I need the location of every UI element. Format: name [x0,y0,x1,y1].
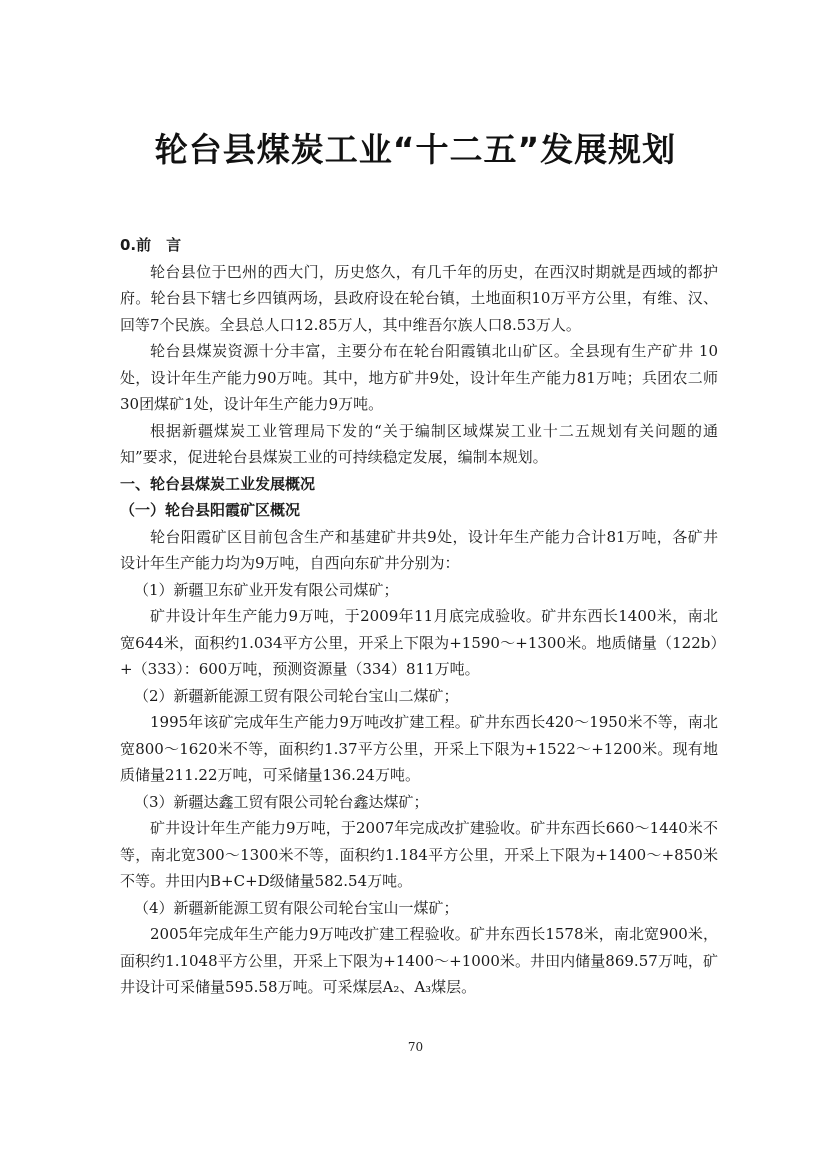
section-1-heading: （一）轮台县阳霞矿区概况 [120,501,301,519]
preface-paragraph-2: 轮台县煤炭资源十分丰富，主要分布在轮台阳霞镇北山矿区。全县现有生产矿井 10处，设计年生产能力90万吨。其中，地方矿井9处，设计年生产能力81万吨；兵团农二师30团煤矿1处，设计年生产能力9万吨。 [120,342,718,413]
section-1-intro: 轮台阳霞矿区目前包含生产和基建矿井共9处，设计年生产能力合计81万吨，各矿井设计年生产能力均为9万吨，自西向东矿井分别为： [120,527,718,572]
mine-4-description: 2005年完成年生产能力9万吨改扩建工程验收。矿井东西长1578米，南北宽900米，面积约1.1048平方公里，开采上下限为+1400～+1000米。井田内储量869.57万吨，矿井设计可采储量595.58万吨。可采煤层A₂、A₃煤层。 [120,925,718,996]
preface-heading: 0.前 言 [120,236,182,254]
document-body [120,232,718,1001]
mine-4-name: （4）新疆新能源工贸有限公司轮台宝山一煤矿； [134,898,459,917]
mine-3-description: 矿井设计年生产能力9万吨，于2007年完成改扩建验收。矿井东西长660～1440米不等，南北宽300～1300米不等，面积约1.184平方公里，开采上下限为+1400～+850米不等。井田内B+C+D级储量582.54万吨。 [120,819,718,890]
chapter-1-heading: 一、轮台县煤炭工业发展概况 [120,474,316,493]
mine-2-description: 1995年该矿完成年生产能力9万吨改扩建工程。矿井东西长420～1950米不等，南北宽800～1620米不等，面积约1.37平方公里，开采上下限为+1522～+1200米。现有地质储量211.22万吨，可采储量136.24万吨。 [120,713,718,784]
mine-3-name: （3）新疆达鑫工贸有限公司轮台鑫达煤矿； [134,792,429,811]
document-title: 轮台县煤炭工业“十二五”发展规划 [154,130,677,169]
page-number: 70 [407,1040,424,1054]
mine-1-description: 矿井设计年生产能力9万吨，于2009年11月底完成验收。矿井东西长1400米，南北宽644米，面积约1.034平方公里，开采上下限为+1590～+1300米。地质储量（122b）+（333）：600万吨，预测资源量（334）811万吨。 [120,607,718,678]
mine-1-name: （1）新疆卫东矿业开发有限公司煤矿； [134,580,399,599]
preface-paragraph-1: 轮台县位于巴州的西大门，历史悠久，有几千年的历史，在西汉时期就是西域的都护府。轮台县下辖七乡四镇两场，县政府设在轮台镇，土地面积10万平方公里，有维、汉、回等7个民族。全县总人口12.85万人，其中维吾尔族人口8.53万人。 [120,262,718,334]
preface-paragraph-3: 根据新疆煤炭工业管理局下发的“关于编制区域煤炭工业十二五规划有关问题的通知”要求，促进轮台县煤炭工业的可持续稳定发展，编制本规划。 [120,421,718,466]
mine-2-name: （2）新疆新能源工贸有限公司轮台宝山二煤矿； [134,686,459,705]
